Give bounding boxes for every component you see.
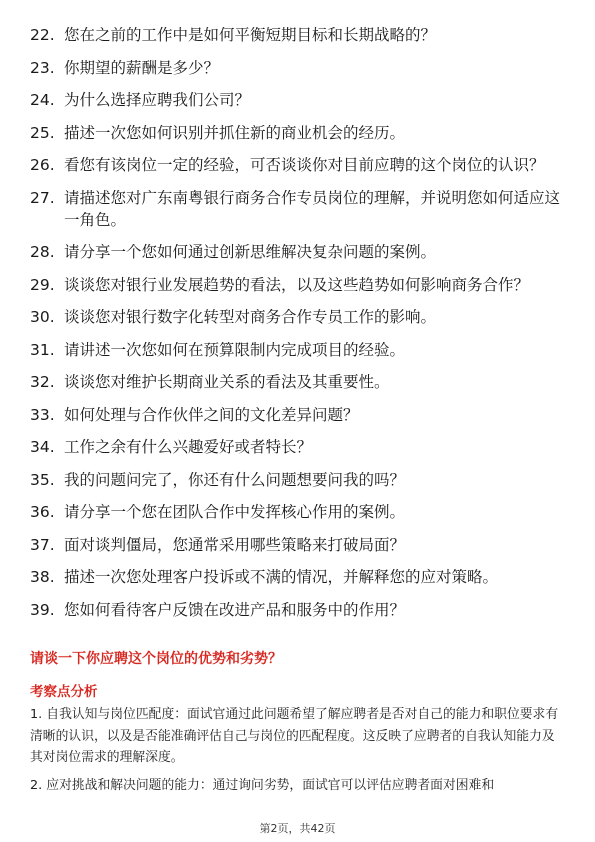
question-text: 您如何看待客户反馈在改进产品和服务中的作用？ bbox=[64, 600, 406, 619]
question-item bbox=[30, 154, 575, 176]
question-item bbox=[30, 469, 575, 491]
question-text: 我的问题问完了，你还有什么问题想要问我的吗？ bbox=[64, 470, 406, 489]
question-text: 谈谈您对维护长期商业关系的看法及其重要性。 bbox=[64, 373, 390, 391]
section-heading: 请谈一下你应聘这个岗位的优势和劣势？ bbox=[30, 651, 282, 667]
question-text: 谈谈您对银行业发展趋势的看法，以及这些趋势如何影响商务合作？ bbox=[64, 275, 530, 294]
analysis-paragraph: 1. 自我认知与岗位匹配度：面试官通过此问题希望了解应聘者是否对自己的能力和职位要求有清晰的认识，以及是否能准确评估自己与岗位的匹配程度。这反映了应聘者的自我认知能力及其对岗位需求的理解深度。 bbox=[30, 707, 559, 765]
question-item bbox=[30, 371, 575, 393]
question-text: 看您有该岗位一定的经验，可否谈谈你对目前应聘的这个岗位的认识？ bbox=[64, 156, 545, 174]
question-item bbox=[30, 187, 575, 231]
question-text: 描述一次您如何识别并抓住新的商业机会的经历。 bbox=[64, 123, 406, 142]
question-text: 工作之余有什么兴趣爱好或者特长？ bbox=[64, 438, 313, 456]
question-list bbox=[30, 24, 575, 631]
question-item bbox=[30, 306, 575, 328]
question-item bbox=[30, 122, 575, 144]
question-number: 37. bbox=[30, 535, 55, 554]
question-item bbox=[30, 436, 575, 458]
question-text: 为什么选择应聘我们公司？ bbox=[64, 91, 251, 109]
question-number: 39. bbox=[30, 600, 55, 619]
question-number: 34. bbox=[30, 438, 55, 456]
question-text: 面对谈判僵局，您通常采用哪些策略来打破局面？ bbox=[64, 535, 406, 554]
question-number: 28. bbox=[30, 243, 55, 261]
question-text: 请描述您对广东南粤银行商务合作专员岗位的理解，并说明您如何适应这一角色。 bbox=[64, 188, 561, 229]
question-item bbox=[30, 534, 575, 556]
question-text: 请讲述一次您如何在预算限制内完成项目的经验。 bbox=[64, 340, 406, 359]
analysis-body bbox=[30, 704, 565, 802]
question-number: 38. bbox=[30, 568, 55, 586]
question-item bbox=[30, 339, 575, 361]
question-item bbox=[30, 57, 575, 79]
question-text: 您在之前的工作中是如何平衡短期目标和长期战略的？ bbox=[64, 26, 437, 44]
page-footer: 第2页，共42页 bbox=[259, 822, 336, 835]
question-text: 谈谈您对银行数字化转型对商务合作专员工作的影响。 bbox=[64, 308, 437, 326]
question-item bbox=[30, 599, 575, 621]
sub-heading: 考察点分析 bbox=[30, 684, 98, 700]
question-item bbox=[30, 241, 575, 263]
question-number: 23. bbox=[30, 58, 55, 77]
question-item bbox=[30, 404, 575, 426]
question-number: 35. bbox=[30, 470, 55, 489]
question-item bbox=[30, 274, 575, 296]
question-number: 22. bbox=[30, 26, 55, 44]
question-number: 25. bbox=[30, 123, 55, 142]
question-number: 32. bbox=[30, 373, 55, 391]
question-item bbox=[30, 24, 575, 46]
analysis-paragraph: 2. 应对挑战和解决问题的能力：通过询问劣势，面试官可以评估应聘者面对困难和 bbox=[30, 777, 495, 793]
question-text: 请分享一个您在团队合作中发挥核心作用的案例。 bbox=[64, 503, 406, 521]
question-item bbox=[30, 89, 575, 111]
question-number: 24. bbox=[30, 91, 55, 109]
question-item bbox=[30, 566, 575, 588]
question-number: 26. bbox=[30, 156, 55, 174]
question-number: 36. bbox=[30, 503, 55, 521]
question-number: 30. bbox=[30, 308, 55, 326]
question-text: 你期望的薪酬是多少？ bbox=[64, 58, 220, 77]
question-number: 33. bbox=[30, 405, 55, 424]
question-number: 27. bbox=[30, 188, 55, 207]
question-number: 29. bbox=[30, 275, 55, 294]
question-text: 请分享一个您如何通过创新思维解决复杂问题的案例。 bbox=[64, 243, 437, 261]
question-number: 31. bbox=[30, 340, 55, 359]
question-text: 描述一次您处理客户投诉或不满的情况，并解释您的应对策略。 bbox=[64, 568, 499, 586]
question-text: 如何处理与合作伙伴之间的文化差异问题？ bbox=[64, 405, 359, 424]
question-item bbox=[30, 501, 575, 523]
